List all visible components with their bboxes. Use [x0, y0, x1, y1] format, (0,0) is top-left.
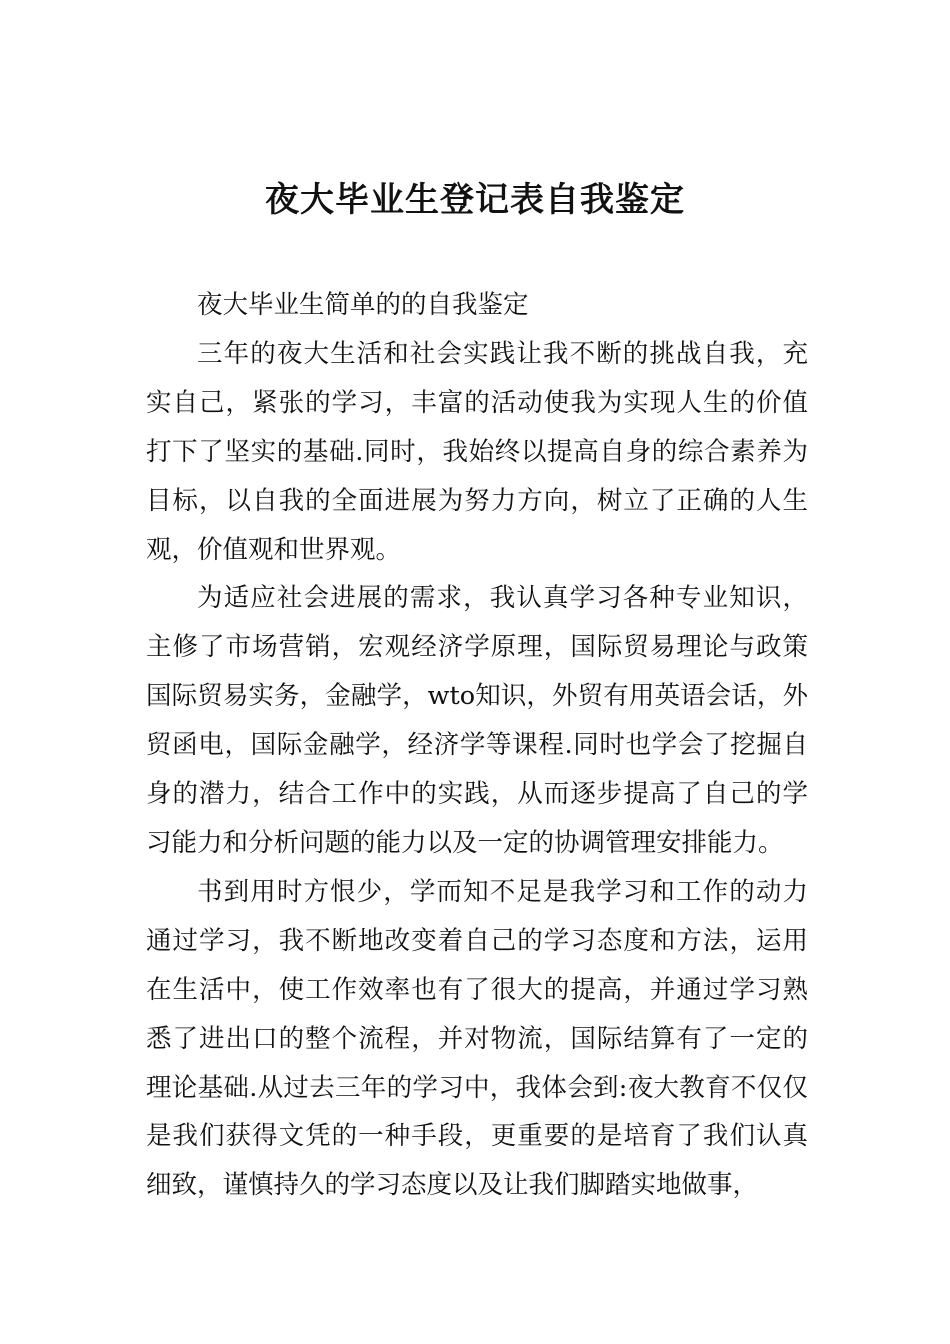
paragraph-2: 为适应社会进展的需求，我认真学习各种专业知识，主修了市场营销，宏观经济学原理，国际贸易理论与政策国际贸易实务，金融学，wto知识，外贸有用英语会话，外贸函电，国际金融学，经济学等课程.同时也学会了挖掘自身的潜力，结合工作中的实践，从而逐步提高了自己的学习能力和分析问题的能力以及一定的协调管理安排能力。 — [146, 583, 808, 858]
paragraph-subtitle: 夜大毕业生简单的的自我鉴定 — [197, 290, 529, 320]
document-title: 夜大毕业生登记表自我鉴定 — [265, 180, 685, 220]
document-body — [146, 281, 808, 1210]
paragraph-3: 书到用时方恨少，学而知不足是我学习和工作的动力通过学习，我不断地改变着自己的学习态度和方法，运用在生活中，使工作效率也有了很大的提高，并通过学习熟悉了进出口的整个流程，并对物流，国际结算有了一定的理论基础.从过去三年的学习中，我体会到:夜大教育不仅仅是我们获得文凭的一种手段，更重要的是培育了我们认真细致，谨慎持久的学习态度以及让我们脚踏实地做事， — [146, 876, 808, 1201]
paragraph-1: 三年的夜大生活和社会实践让我不断的挑战自我，充实自己，紧张的学习，丰富的活动使我为实现人生的价值打下了坚实的基础.同时，我始终以提高自身的综合素养为目标，以自我的全面进展为努力方向，树立了正确的人生观，价值观和世界观。 — [146, 338, 808, 565]
